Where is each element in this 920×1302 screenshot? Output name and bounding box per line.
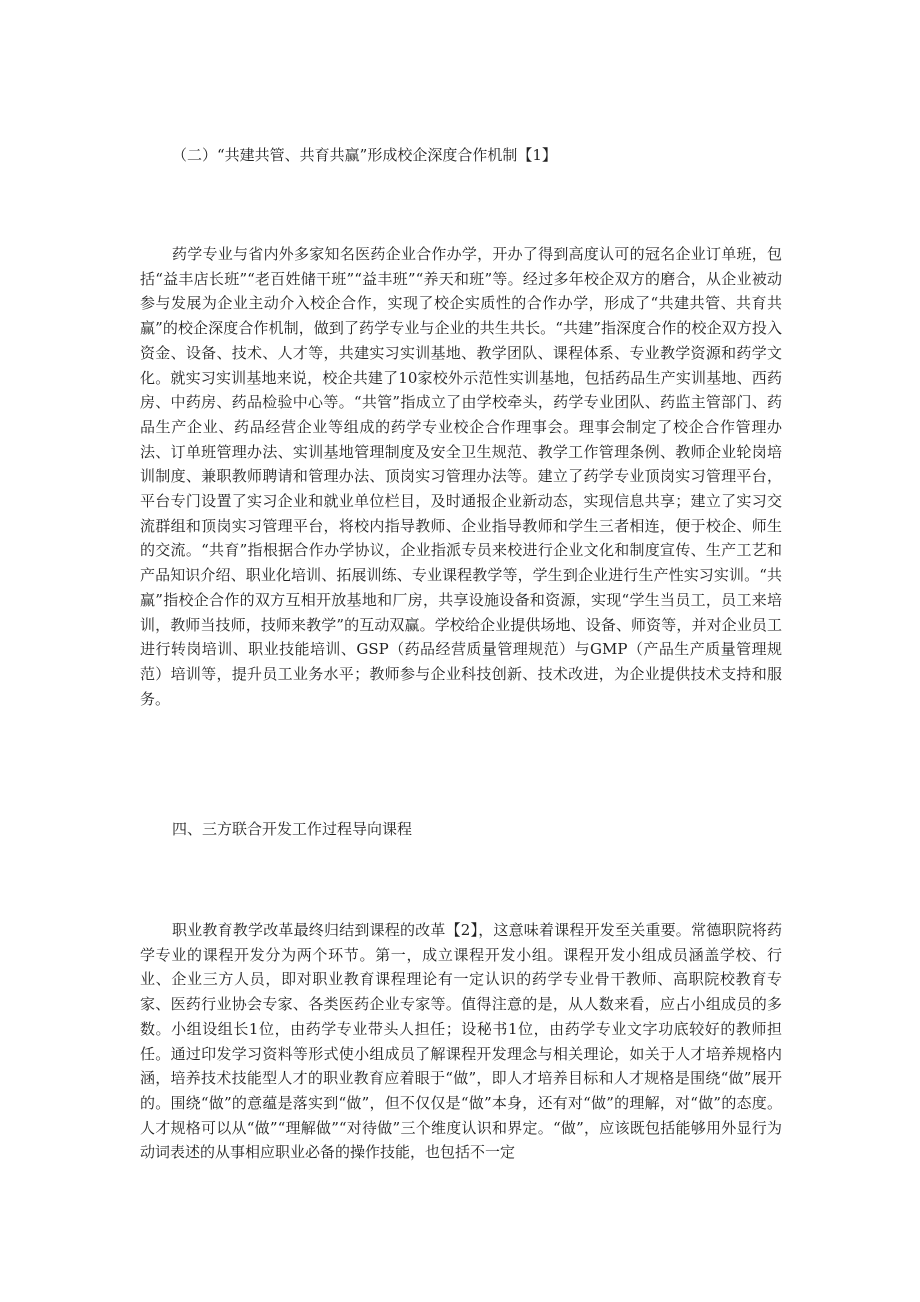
section-heading-cooperation-mechanism: （二）“共建共管、共育共赢”形成校企深度合作机制【1】 <box>172 146 557 164</box>
section-paragraph-cooperation-mechanism: 药学专业与省内外多家知名医药企业合作办学，开办了得到高度认可的冠名企业订单班，包括“益丰店长班”“老百姓储干班”“益丰班”“养天和班”等。经过多年校企双方的磨合，从企业被动参与发展为企业主动介入校企合作，实现了校企实质性的合作办学，形成了“共建共管、共育共赢”的校企深度合作机制，做到了药学专业与企业的共生共长。“共建”指深度合作的校企双方投入资金、设备、技术、人才等，共建实习实训基地、教学团队、课程体系、专业教学资源和药学文化。就实习实训基地来说，校企共建了10家校外示范性实训基地，包括药品生产实训基地、西药房、中药房、药品检验中心等。“共管”指成立了由学校牵头，药学专业团队、药监主管部门、药品生产企业、药品经营企业等组成的药学专业校企合作理事会。理事会制定了校企合作管理办法、订单班管理办法、实训基地管理制度及安全卫生规范、教学工作管理条例、教师企业轮岗培训制度、兼职教师聘请和管理办法、顶岗实习管理办法等。建立了药学专业顶岗实习管理平台，平台专门设置了实习企业和就业单位栏目，及时通报企业新动态，实现信息共享；建立了实习交流群组和顶岗实习管理平台，将校内指导教师、企业指导教师和学生三者相连，便于校企、师生的交流。“共育”指根据合作办学协议，企业指派专员来校进行企业文化和制度宣传、生产工艺和产品知识介绍、职业化培训、拓展训练、专业课程教学等，学生到企业进行生产性实习实训。“共赢”指校企合作的双方互相开放基地和厂房，共享设施设备和资源，实现“学生当员工，员工来培训，教师当技师，技师来教学”的互动双赢。学校给企业提供场地、设备、师资等，并对企业员工进行转岗培训、职业技能培训、GSP（药品经营质量管理规范）与GMP（产品生产质量管理规范）培训等，提升员工业务水平；教师参与企业科技创新、技术改进，为企业提供技术支持和服务。 <box>140 245 782 708</box>
section-paragraph-course-development: 职业教育教学改革最终归结到课程的改革【2】，这意味着课程开发至关重要。常德职院将药学专业的课程开发分为两个环节。第一，成立课程开发小组。课程开发小组成员涵盖学校、行业、企业三方人员，即对职业教育课程理论有一定认识的药学专业骨干教师、高职院校教育专家、医药行业协会专家、各类医药企业专家等。值得注意的是，从人数来看，应占小组成员的多数。小组设组长1位，由药学专业带头人担任；设秘书1位，由药学专业文字功底较好的教师担任。通过印发学习资料等形式使小组成员了解课程开发理念与相关理论，如关于人才培养规格内涵，培养技术技能型人才的职业教育应着眼于“做”，即人才培养目标和人才规格是围绕“做”展开的。围绕“做”的意蕴是落实到“做”，但不仅仅是“做”本身，还有对“做”的理解，对“做”的态度。人才规格可以从“做”“理解做”“对待做”三个维度认识和界定。“做”，应该既包括能够用外显行为动词表述的从事相应职业必备的操作技能，也包括不一定 <box>140 921 782 1162</box>
section-heading-course-development: 四、三方联合开发工作过程导向课程 <box>172 820 413 838</box>
